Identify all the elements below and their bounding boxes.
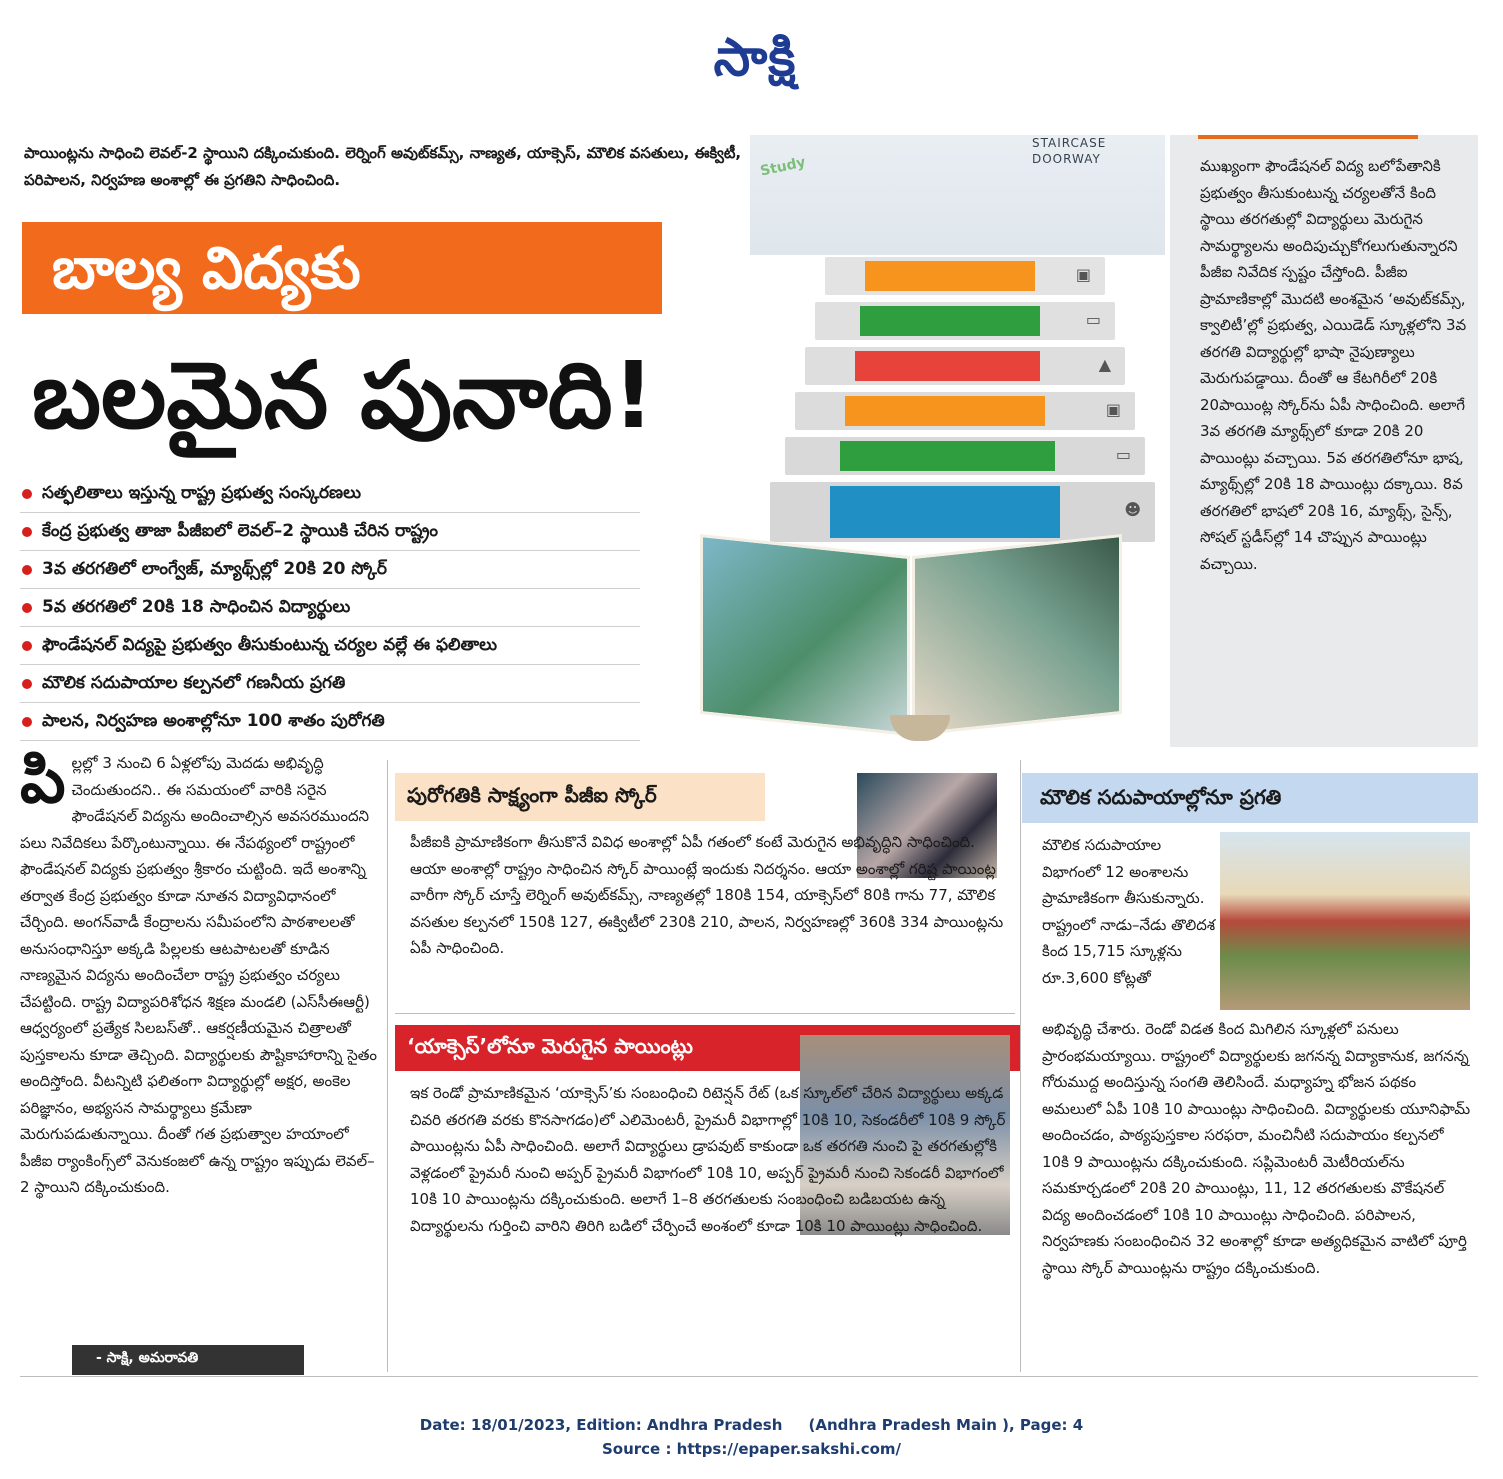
bullet-icon bbox=[22, 565, 32, 575]
open-book-photo bbox=[700, 545, 1120, 745]
highlight-item bbox=[20, 551, 640, 589]
kicker-text: బాల్య విద్యకు bbox=[52, 234, 361, 302]
stair-step bbox=[815, 302, 1115, 340]
highlight-item bbox=[20, 589, 640, 627]
highlight-item bbox=[20, 665, 640, 703]
bullet-icon bbox=[22, 679, 32, 689]
infra-section-heading bbox=[1022, 773, 1478, 823]
bottom-rule bbox=[20, 1376, 1478, 1377]
sidebar-rule bbox=[1198, 135, 1418, 139]
source-link[interactable]: Source : https://epaper.sakshi.com/ bbox=[601, 1440, 901, 1458]
highlight-text: 3వ తరగతిలో లాంగ్వేజ్, మ్యాథ్స్‌ల్లో 20కి 20 స్కోర్‌ bbox=[42, 559, 387, 579]
highlights-list bbox=[20, 475, 640, 741]
monitor-icon: ▭ bbox=[1115, 445, 1131, 464]
column-rule bbox=[387, 760, 388, 1372]
edition-info: Date: 18/01/2023, Edition: Andhra Pradesh (Andhra Pradesh Main ), Page: 4 bbox=[419, 1416, 1084, 1434]
stair-step bbox=[825, 257, 1105, 295]
stair-step bbox=[805, 347, 1125, 385]
study-label: Study bbox=[758, 154, 808, 180]
highlight-text: మౌలిక సదుపాయాల కల్పనలో గణనీయ ప్రగతి bbox=[42, 673, 346, 693]
section-rule bbox=[395, 1013, 1015, 1014]
byline-text: - సాక్షి, అమరావతి bbox=[96, 1350, 199, 1366]
bullet-icon bbox=[22, 527, 32, 537]
highlight-text: సత్ఫలితాలు ఇస్తున్న రాష్ట్ర ప్రభుత్వ సంస్కరణలు bbox=[42, 483, 362, 503]
step-bar bbox=[845, 396, 1045, 426]
reader-icon: ☻ bbox=[1124, 500, 1141, 519]
bullet-icon bbox=[22, 489, 32, 499]
stair-step bbox=[795, 392, 1135, 430]
staircase-illustration bbox=[660, 135, 1165, 750]
sidebar-box bbox=[1170, 135, 1478, 747]
access-heading-text: ‘యాక్సెస్‌’లోనూ మెరుగైన పాయింట్లు bbox=[407, 1034, 693, 1058]
sidebar-text: ముఖ్యంగా ఫౌండేషనల్‌ విద్య బలోపేతానికి ప్రభుత్వం తీసుకుంటున్న చర్యలతోనే కింది స్థాయి తరగతుల్లో విద్యార్థులు మెరుగైన సామర్థ్యాలను అందిపుచ్చుకోగలుగుతున్నారని పీజీఐ నివేదిక స్పష్టం చేస్తోంది. పీజీఐ ప్రామాణికాల్లో మొదటి అంశమైన ‘అవుట్‌కమ్స్, క్వాలిటీ’ల్లో ప్రభుత్వ, ఎయిడెడ్‌ స్కూళ్లలోని 3వ తరగతి విద్యార్థుల్లో భాషా నైపుణ్యాలు మెరుగుపడ్డాయి. దీంతో ఆ కేటగిరీలో 20కి 20పాయింట్ల స్కోర్‌ను ఏపీ సాధించింది. అలాగే 3వ తరగతి మ్యాథ్స్‌లో కూడా 20కి 20 పాయింట్లు వచ్చాయి. 5వ తరగతిలోనూ భాష, మ్యాథ్స్‌ల్లో 20కి 18 పాయింట్లు దక్కాయి. 8వ తరగతిలో భాషలో 20కి 16, మ్యాథ్స్, సైన్స్, సోషల్‌ స్టడీస్‌ల్లో 14 చొప్పున పాయింట్లు వచ్చాయి. bbox=[1200, 157, 1467, 573]
monitor-icon: ▭ bbox=[1085, 310, 1101, 329]
step-bar bbox=[830, 486, 1060, 538]
stair-step bbox=[785, 437, 1145, 475]
school-building-photo bbox=[1220, 832, 1470, 1010]
highlight-item bbox=[20, 513, 640, 551]
intro-paragraph: పాయింట్లను సాధించి లెవల్‌-2 స్థాయిని దక్కించుకుంది. లెర్నింగ్‌ అవుట్‌కమ్స్, నాణ్యత, యాక్సెస్, మౌలిక వసతులు, ఈక్విటీ, పరిపాలన, నిర్వహణ అంశాల్లో ఈ ప్రగతిని సాధించింది. bbox=[24, 144, 742, 189]
column-rule bbox=[1020, 760, 1021, 1372]
book-spine bbox=[890, 715, 950, 741]
pgi-section-text: పీజీఐకి ప్రామాణికంగా తీసుకొనే వివిధ అంశాల్లో ఏపీ గతంలో కంటే మెరుగైన అభివృద్ధిని సాధించింది. ఆయా అంశాల్లో రాష్ట్రం సాధించిన స్కోర్‌ పాయింట్లే ఇందుకు నిదర్శనం. ఆయా అంశాల్లో గరిష్ట పాయింట్ల వారీగా స్కోర్‌ చూస్తే లెర్నింగ్‌ అవుట్‌కమ్స్, నాణ్యతల్లో 180కి 154, యాక్సెస్‌లో 80కి గాను 77, మౌలిక వసతుల కల్పనలో 150కి 127, ఈక్విటీలో 230కి 210, పాలన, నిర్వహణల్లో 360కి 334 పాయింట్లను ఏపీ సాధించింది. bbox=[410, 833, 1004, 957]
bullet-icon bbox=[22, 603, 32, 613]
infra-heading-text: మౌలిక సదుపాయాల్లోనూ ప్రగతి bbox=[1040, 785, 1282, 809]
step-bar bbox=[840, 441, 1055, 471]
infra-section-text-bottom: అభివృద్ధి చేశారు. రెండో విడత కింద మిగిలిన స్కూళ్లలో పనులు ప్రారంభమయ్యాయి. రాష్ట్రంలో విద్యార్థులకు జగనన్న విద్యాకానుక, జగనన్న గోరుముద్ద అందిస్తున్న సంగతి తెలిసిందే. మధ్యాహ్న భోజన పథకం అమలులో ఏపీ 10కి 10 పాయింట్లు సాధించింది. విద్యార్థులకు యూనిఫామ్‌ అందించడం, పాఠ్యపుస్తకాల సరఫరా, మంచినీటి సదుపాయం కల్పనలో 10కి 9 పాయింట్లను దక్కించుకుంది. సప్లిమెంటరీ మెటీరియల్‌ను సమకూర్చడంలో 20కి 20 పాయింట్లు, 11, 12 తరగతులకు వొకేషనల్‌ విద్య అందించడంలో 10కి 10 పాయింట్లు సాధించింది. పరిపాలన, నిర్వహణకు సంబంధించిన 32 అంశాల్లో కూడా అత్యధికమైన వాటిలో పూర్తి స్థాయి స్కోర్‌ పాయింట్లను రాష్ట్రం దక్కించుకుంది. bbox=[1042, 1020, 1471, 1277]
classroom-photo-left bbox=[700, 534, 910, 736]
highlight-text: పాలన, నిర్వహణ అంశాల్లోనూ 100 శాతం పురోగతి bbox=[42, 711, 385, 731]
bullet-icon bbox=[22, 641, 32, 651]
pgi-section-heading bbox=[395, 773, 765, 821]
highlight-item bbox=[20, 475, 640, 513]
highlight-text: ఫౌండేషనల్‌ విద్యపై ప్రభుత్వం తీసుకుంటున్న చర్యల వల్లే ఈ ఫలితాలు bbox=[42, 635, 498, 655]
highlight-text: కేంద్ర ప్రభుత్వ తాజా పీజీఐలో లెవల్‌–2 స్థాయికి చేరిన రాష్ట్రం bbox=[42, 521, 439, 541]
classroom-photo-right bbox=[912, 534, 1122, 736]
step-bar bbox=[855, 351, 1040, 381]
logo-text: సాక్షి bbox=[713, 28, 797, 88]
left-column-text: ల్లల్లో 3 నుంచి 6 ఏళ్లలోపు మెదడు అభివృద్ధి చెందుతుందని.. ఈ సమయంలో వారికి సరైన ఫౌండేషనల్‌ విద్యను అందించాల్సిన అవసరముందని పలు నివేదికలు పేర్కొంటున్నాయి. ఈ నేపథ్యంలో రాష్ట్రంలో ఫౌండేషనల్‌ విద్యకు ప్రభుత్వం శ్రీకారం చుట్టింది. ఇదే అంశాన్ని తర్వాత కేంద్ర ప్రభుత్వం కూడా నూతన విద్యావిధానంలో చేర్చింది. అంగన్‌వాడీ కేంద్రాలను సమీపంలోని పాఠశాలలతో అనుసంధానిస్తూ అక్కడి పిల్లలకు ఆటపాటలతో కూడిన నాణ్యమైన విద్యను అందించేలా రాష్ట్ర ప్రభుత్వం చర్యలు చేపట్టింది. రాష్ట్ర విద్యాపరిశోధన శిక్షణ మండలి (ఎస్‌సీఈఆర్టీ) ఆధ్వర్యంలో ప్రత్యేక సిలబస్‌తో.. ఆకర్షణీయమైన చిత్రాలతో పుస్తకాలను కూడా తెచ్చింది. విద్యార్థులకు పౌష్టికాహారాన్ని సైతం అందిస్తోంది. వీటన్నిటి ఫలితంగా విద్యార్థుల్లో అక్షర, అంకెల పరిజ్ఞానం, అభ్యసన సామర్థ్యాలు క్రమేణా మెరుగుపడుతున్నాయి. దీంతో గత ప్రభుత్వాల హయాంలో పీజీఐ ర్యాంకింగ్స్‌లో వెనుకంజలో ఉన్న రాష్ట్రం ఇప్పుడు లెవల్‌–2 స్థాయిని దక్కించుకుంది. bbox=[20, 754, 378, 1196]
headline: బలమైన పునాది! bbox=[32, 342, 655, 449]
staircase-label: STAIRCASE DOORWAY bbox=[1032, 136, 1107, 166]
step-bar bbox=[860, 306, 1040, 336]
book-icon: ▣ bbox=[1075, 265, 1091, 284]
access-section-text: ఇక రెండో ప్రామాణికమైన ‘యాక్సెస్‌’కు సంబంధించి రిటెన్షన్‌ రేట్‌ (ఒక స్కూల్‌లో చేరిన విద్యార్థులు అక్కడ చివరి తరగతి వరకు కొనసాగడం)లో ఎలిమెంటరీ, ప్రైమరీ విభాగాల్లో 10కి 10, సెకండరీలో 10కి 9 స్కోర్‌ పాయింట్లను ఏపీ సాధించింది. అలాగే విద్యార్థులు డ్రాపవుట్‌ కాకుండా ఒక తరగతి నుంచి పై తరగతుల్లోకి వెళ్లడంలో ప్రైమరీ నుంచి అప్పర్‌ ప్రైమరీ విభాగంలో 10కి 10, అప్పర్‌ ప్రైమరీ నుంచి సెకండరీ విభాగంలో 10కి 10 పాయింట్లను దక్కించుకుంది. అలాగే 1–8 తరగతులకు సంబంధించి బడిబయట ఉన్న విద్యార్థులను గుర్తించి వారిని తిరిగి బడిలో చేర్పించే అంశంలో కూడా 10కి 10 పాయింట్లు సాధించింది. bbox=[410, 1084, 1006, 1235]
left-column-story bbox=[20, 744, 380, 1201]
drop-cap: పి bbox=[20, 744, 66, 818]
pgi-heading-text: పురోగతికి సాక్ష్యంగా పీజీఐ స్కోర్‌ bbox=[407, 783, 657, 807]
step-bar bbox=[865, 261, 1035, 291]
kicker-banner bbox=[22, 222, 662, 314]
infra-section-text-top: మౌలిక సదుపాయాల విభాగంలో 12 అంశాలను ప్రామాణికంగా తీసుకున్నారు. రాష్ట్రంలో నాడు–నేడు తొలిదశ కింద 15,715 స్కూళ్లను రూ.3,600 కోట్లతో bbox=[1042, 836, 1216, 987]
stair-step bbox=[770, 482, 1155, 542]
masthead-logo bbox=[650, 28, 860, 100]
highlight-item bbox=[20, 703, 640, 741]
byline-bar bbox=[72, 1345, 304, 1375]
highlight-text: 5వ తరగతిలో 20కి 18 సాధించిన విద్యార్థులు bbox=[42, 597, 351, 617]
book-icon: ▣ bbox=[1105, 400, 1121, 419]
graduation-cap-icon: ▲ bbox=[1098, 355, 1111, 374]
highlight-item bbox=[20, 627, 640, 665]
bullet-icon bbox=[22, 717, 32, 727]
